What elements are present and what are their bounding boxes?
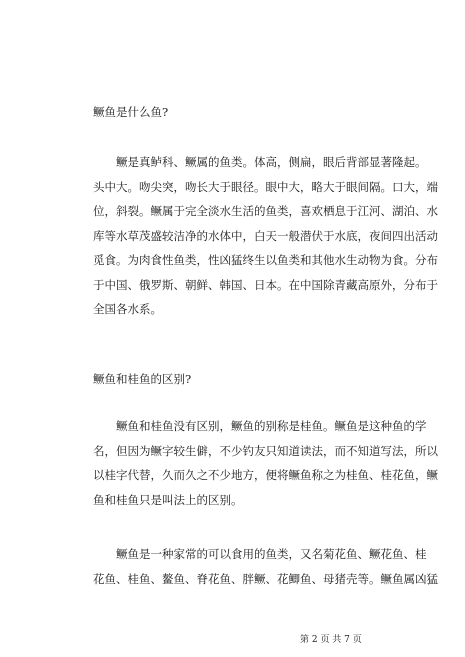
page-number: 第 2 页 共 7 页 — [300, 635, 362, 645]
paragraph-line: 名，但因为鳜字较生僻，不少钓友只知道读法，而不知道写法，所以 — [93, 443, 438, 458]
paragraph-line: 以桂字代替，久而久之不少地方，便将鳜鱼称之为桂鱼、桂花鱼，鳜 — [93, 468, 438, 482]
paragraph-line: 觅食。为肉食性鱼类，性凶猛终生以鱼类和其他水生动物为食。分布 — [93, 253, 438, 267]
paragraph-line: 位，斜裂。鳜属于完全淡水生活的鱼类，喜欢栖息于江河、湖泊、水 — [93, 204, 438, 218]
paragraph-line: 鳜是真鲈科、鳜属的鱼类。体高，侧扁，眼后背部显著隆起。 — [116, 155, 427, 169]
paragraph-line: 鳜鱼是一种家常的可以食用的鱼类，又名菊花鱼、鳜花鱼、桂 — [116, 547, 427, 561]
paragraph-aliases — [93, 542, 438, 591]
paragraph-line: 花鱼、桂鱼、鳌鱼、脊花鱼、胖鳜、花鲫鱼、母猪壳等。鳜鱼属凶猛 — [93, 571, 438, 586]
paragraph-line: 全国各水系。 — [93, 302, 162, 316]
paragraph-difference — [93, 414, 438, 512]
paragraph-line: 鱼和桂鱼只是叫法上的区别。 — [93, 492, 243, 507]
section-heading-what-is-mandarin-fish: 鳜鱼是什么鱼? — [93, 105, 169, 119]
paragraph-description — [93, 150, 438, 322]
section-heading-difference: 鳜鱼和桂鱼的区别? — [93, 372, 192, 386]
paragraph-line: 鳜鱼和桂鱼没有区别，鳜鱼的别称是桂鱼。鳜鱼是这种鱼的学 — [116, 419, 427, 433]
paragraph-line: 库等水草茂盛较洁净的水体中，白天一般潜伏于水底，夜间四出活动 — [93, 228, 438, 243]
paragraph-line: 头中大。吻尖突，吻长大于眼径。眼中大，略大于眼间隔。口大，端 — [93, 179, 438, 194]
paragraph-line: 于中国、俄罗斯、朝鲜、韩国、日本。在中国除青藏高原外，分布于 — [93, 277, 438, 292]
